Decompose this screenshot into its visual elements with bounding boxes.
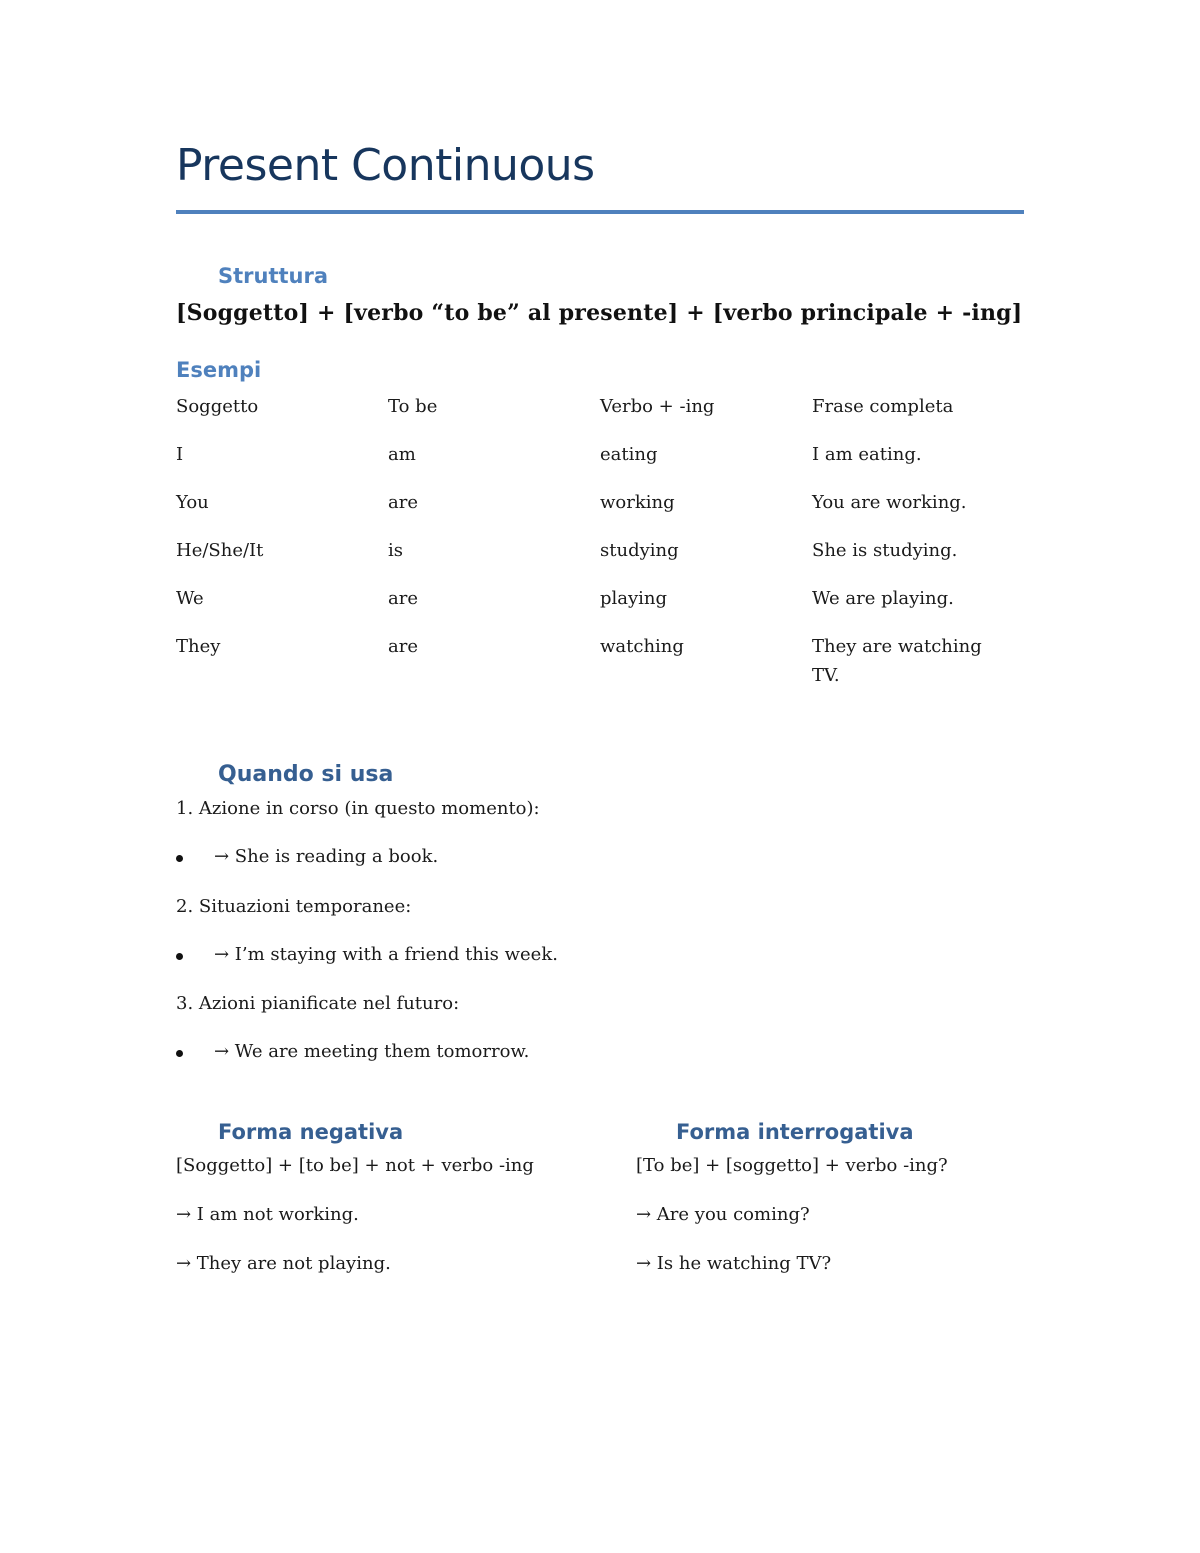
- table-row: [176, 536, 1024, 584]
- negative-formula: [Soggetto] + [to be] + not + verbo -ing: [176, 1155, 534, 1176]
- table-header-cell: To be: [388, 396, 438, 417]
- table-cell: I: [176, 444, 184, 465]
- table-cell: They are watching TV.: [812, 636, 982, 686]
- table-cell: You are working.: [812, 492, 967, 513]
- table-row: [176, 584, 1024, 632]
- table-header-cell: Verbo + -ing: [600, 396, 715, 417]
- examples-heading: Esempi: [176, 358, 262, 382]
- usage-item-example: → I’m staying with a friend this week.: [214, 944, 558, 965]
- table-cell: playing: [600, 588, 668, 609]
- interrogative-example: → Are you coming?: [636, 1204, 810, 1225]
- table-row: [176, 440, 1024, 488]
- interrogative-heading: Forma interrogativa: [676, 1120, 914, 1144]
- table-cell: We: [176, 588, 204, 609]
- usage-item-example: → She is reading a book.: [214, 846, 439, 867]
- bullet-icon: [176, 855, 183, 862]
- title-underline: [176, 210, 1024, 214]
- negative-heading: Forma negativa: [218, 1120, 404, 1144]
- table-cell: working: [600, 492, 675, 513]
- table-header-cell: Frase completa: [812, 396, 954, 417]
- table-header-row: [176, 392, 1024, 440]
- usage-heading: Quando si usa: [218, 762, 394, 787]
- table-header-cell: Soggetto: [176, 396, 259, 417]
- table-cell: She is studying.: [812, 540, 958, 561]
- negative-example: → They are not playing.: [176, 1253, 391, 1274]
- table-cell: watching: [600, 636, 684, 657]
- table-cell: are: [388, 636, 418, 657]
- table-row: [176, 488, 1024, 536]
- table-cell: They: [176, 636, 221, 657]
- interrogative-formula: [To be] + [soggetto] + verbo -ing?: [636, 1155, 948, 1176]
- negative-example: → I am not working.: [176, 1204, 359, 1225]
- usage-item-label: 1. Azione in corso (in questo momento):: [176, 798, 540, 819]
- examples-table: [176, 392, 1024, 709]
- structure-heading: Struttura: [218, 264, 329, 288]
- table-cell: am: [388, 444, 416, 465]
- table-cell: are: [388, 588, 418, 609]
- bullet-icon: [176, 953, 183, 960]
- usage-item-label: 2. Situazioni temporanee:: [176, 896, 412, 917]
- table-cell: We are playing.: [812, 588, 954, 609]
- table-cell: are: [388, 492, 418, 513]
- table-cell: You: [176, 492, 209, 513]
- page-title: Present Continuous: [176, 140, 595, 191]
- usage-item-example: → We are meeting them tomorrow.: [214, 1041, 530, 1062]
- usage-item-label: 3. Azioni pianificate nel futuro:: [176, 993, 460, 1014]
- table-cell: He/She/It: [176, 540, 264, 561]
- interrogative-example: → Is he watching TV?: [636, 1253, 832, 1274]
- structure-formula: [Soggetto] + [verbo “to be” al presente] + [verbo principale + -ing]: [176, 300, 1023, 326]
- table-row: [176, 632, 1024, 709]
- table-cell: eating: [600, 444, 658, 465]
- bullet-icon: [176, 1050, 183, 1057]
- table-cell: is: [388, 540, 403, 561]
- table-cell: studying: [600, 540, 679, 561]
- table-cell: I am eating.: [812, 444, 922, 465]
